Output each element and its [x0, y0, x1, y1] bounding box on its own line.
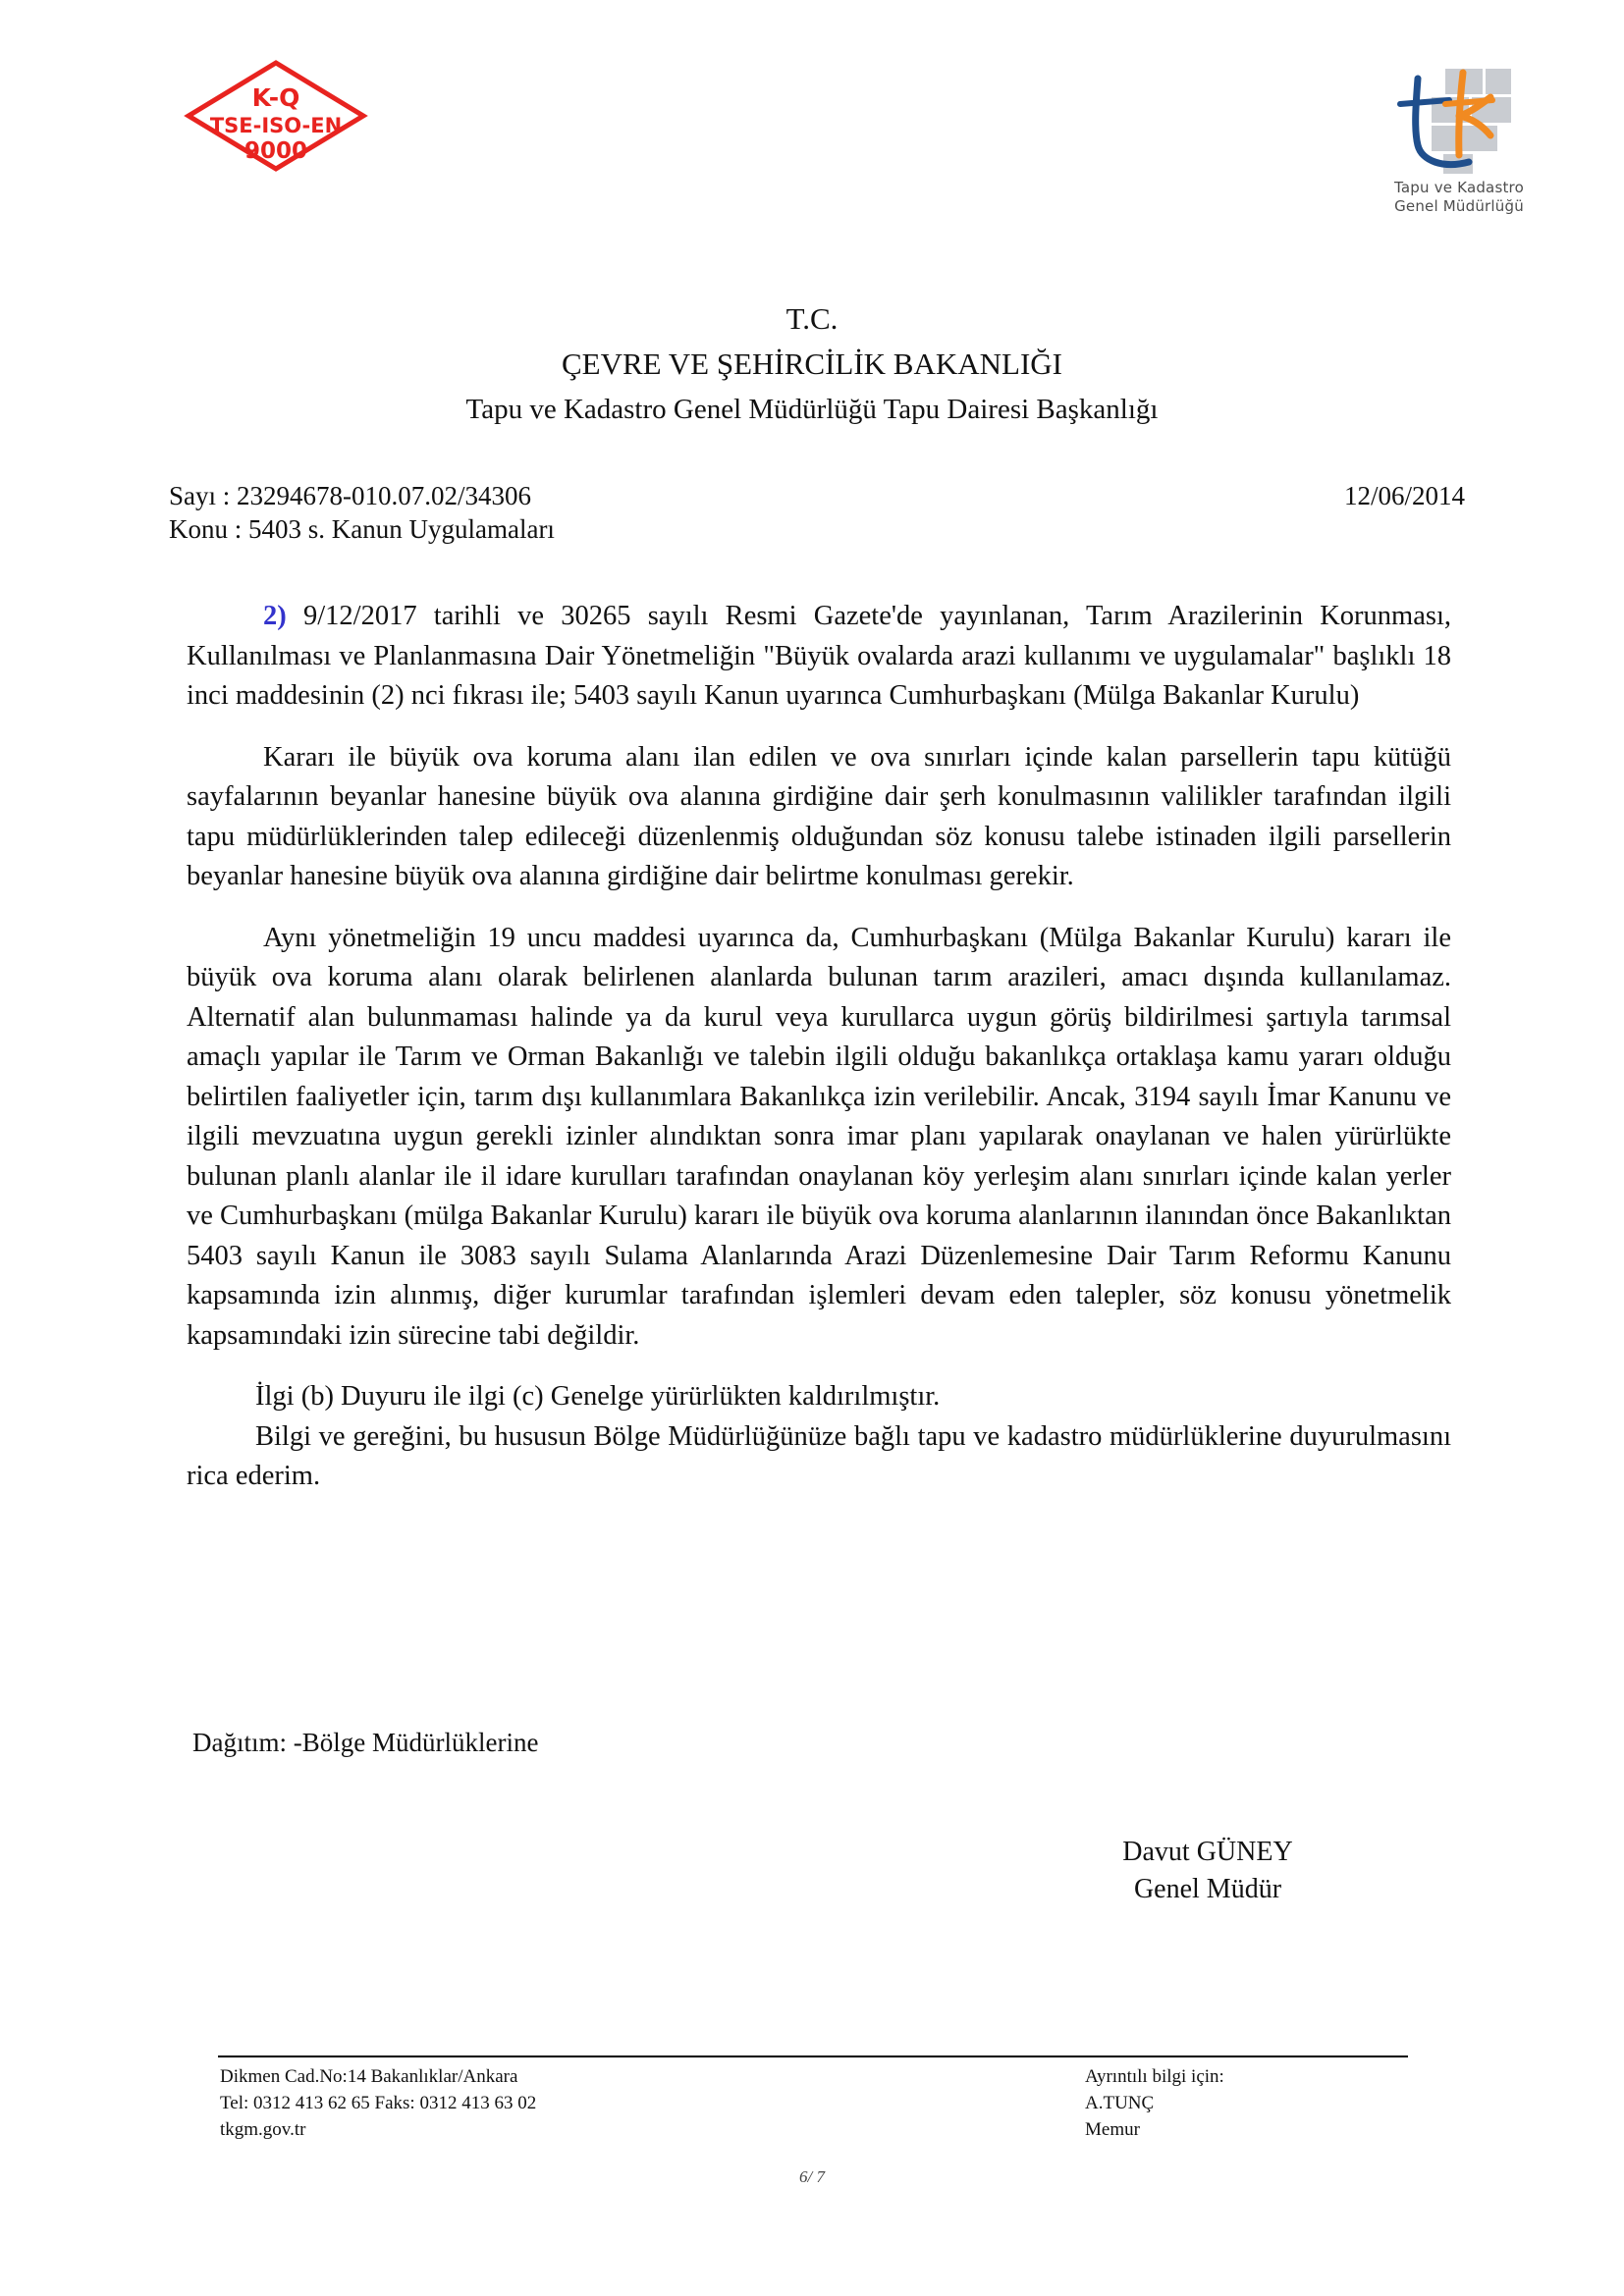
svg-text:K-Q: K-Q: [251, 83, 300, 112]
footer-contact-block: [1085, 2063, 1224, 2143]
signer-title: Genel Müdür: [1133, 1874, 1282, 1904]
body-paragraph-4: İlgi (b) Duyuru ile ilgi (c) Genelge yürürlükten kaldırılmıştır.: [255, 1381, 941, 1412]
document-heading: [0, 296, 1624, 432]
heading-line-directorate: Tapu ve Kadastro Genel Müdürlüğü Tapu Dairesi Başkanlığı: [465, 394, 1159, 425]
meta-row-konu: [169, 512, 1465, 546]
konu-label-value: Konu : 5403 s. Kanun Uygulamaları: [169, 514, 555, 544]
document-meta: [169, 479, 1465, 546]
footer-website: tkgm.gov.tr: [220, 2119, 306, 2140]
footer-address-block: [220, 2063, 536, 2143]
tapu-kadastro-logo: [1361, 65, 1557, 222]
footer-phone-fax: Tel: 0312 413 62 65 Faks: 0312 413 63 02: [220, 2093, 537, 2113]
signature-block: [1021, 1834, 1394, 1908]
body-paragraph-1-text: 9/12/2017 tarihli ve 30265 sayılı Resmi Gazete'de yayınlanan, Tarım Arazilerinin Korunması, Kullanılması ve Planlanmasına Dair Yönetmeliğin "Büyük ovalarda arazi kullanımı ve uygulamalar" başlıklı 18 inci maddesinin (2) nci fıkrası ile; 5403 sayılı Kanun uyarınca Cumhurbaşkanı (Mülga Bakanlar Kurulu): [187, 601, 1451, 711]
signer-name: Davut GÜNEY: [1122, 1837, 1293, 1867]
body-paragraph-1: [187, 597, 1451, 717]
tkgm-caption-line2: Genel Müdürlüğü: [1394, 197, 1524, 215]
svg-text:9000: 9000: [244, 138, 308, 164]
page-number: 6/ 7: [799, 2167, 825, 2186]
body-paragraph-5: Bilgi ve gereğini, bu hususun Bölge Müdürlüğünüze bağlı tapu ve kadastro müdürlüklerine duyurulmasını rica ederim.: [187, 1420, 1451, 1491]
list-marker-2: 2): [263, 601, 287, 631]
sayi-label-value: Sayı : 23294678-010.07.02/34306: [169, 481, 531, 510]
document-date: 12/06/2014: [1343, 481, 1465, 510]
svg-text:TSE-ISO-EN: TSE-ISO-EN: [209, 114, 343, 137]
distribution-line: Dağıtım: -Bölge Müdürlüklerine: [192, 1728, 539, 1757]
document-body: [187, 597, 1451, 1519]
tkgm-caption-line1: Tapu ve Kadastro: [1394, 179, 1524, 196]
footer-contact-title: Memur: [1085, 2119, 1140, 2140]
heading-line-tc: T.C.: [785, 301, 839, 336]
footer-address: Dikmen Cad.No:14 Bakanlıklar/Ankara: [220, 2066, 518, 2087]
body-paragraph-2: Kararı ile büyük ova koruma alanı ilan edilen ve ova sınırları içinde kalan parsellerin tapu kütüğü sayfalarının beyanlar hanesine büyük ova alanına girdiğine dair şerh konulmasının valilikler tarafından ilgili tapu müdürlüklerinden talep edileceği düzenlenmiş olduğundan söz konusu talebe istinaden ilgili parsellerin beyanlar hanesine büyük ova alanına girdiğine dair belirtme konulması gerekir.: [187, 741, 1451, 891]
footer-contact-label: Ayrıntılı bilgi için:: [1085, 2066, 1224, 2087]
body-paragraph-3: Aynı yönetmeliğin 19 uncu maddesi uyarınca da, Cumhurbaşkanı (Mülga Bakanlar Kurulu) kararı ile büyük ova koruma alanı olarak belirlenen alanlarda bulunan tarım arazileri, amacı dışında kullanılamaz. Alternatif alan bulunmaması halinde ya da kurul veya kurullarca uygun görüş bildirilmesi şartıyla tarımsal amaçlı yapılar ile Tarım ve Orman Bakanlığı ve talebin ilgili olduğu bakanlıkça ortaklaşa kamu yararı olduğu belirtilen faaliyetler için, tarım dışı kullanımlara Bakanlıkça izin verilebilir. Ancak, 3194 sayılı İmar Kanunu ve ilgili mevzuatına uygun gerekli izinler alındıktan sonra imar planı yapılarak onaylanan ve halen yürürlükte bulunan planlı alanlar ile il idare kurulları tarafından onaylanan köy yerleşim alanı sınırları içinde kalan yerler ve Cumhurbaşkanı (mülga Bakanlar Kurulu) kararı ile büyük ova koruma alanlarının ilanından önce Bakanlıktan 5403 sayılı Kanun ile 3083 sayılı Sulama Alanlarında Arazi Düzenlemesine Dair Tarım Reformu Kanunu kapsamında izin alınmış, diğer kurumlar tarafından işlemleri devam eden talepler, söz konusu yönetmelik kapsamındaki izin sürecine tabi değildir.: [187, 922, 1451, 1351]
heading-line-ministry: ÇEVRE VE ŞEHİRCİLİK BAKANLIĞI: [561, 347, 1063, 381]
footer-contact-name: A.TUNÇ: [1085, 2093, 1155, 2113]
meta-row-sayi: [169, 479, 1465, 512]
tse-iso-en-9000-icon: [183, 57, 369, 175]
footer-divider: [218, 2056, 1408, 2057]
